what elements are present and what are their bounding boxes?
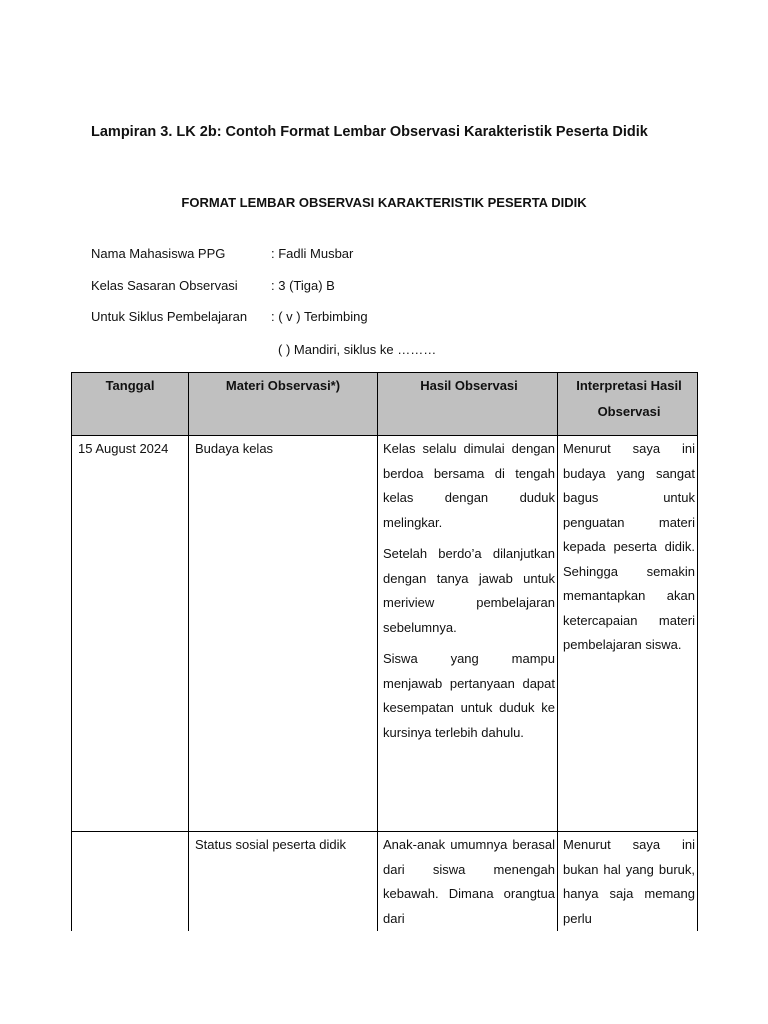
- class-label: Kelas Sasaran Observasi: [91, 278, 238, 293]
- page-title: Lampiran 3. LK 2b: Contoh Format Lembar Observasi Karakteristik Peserta Didik: [91, 124, 648, 140]
- header-date: Tanggal: [72, 373, 189, 436]
- observation-table: [71, 372, 698, 931]
- table-row: [72, 832, 698, 932]
- result-paragraph: Siswa yang mampu menjawab pertanyaan dapat kesempatan untuk duduk ke kursinya terlebih dahulu.: [383, 651, 555, 740]
- cycle-value-independent: ( ) Mandiri, siklus ke ………: [278, 342, 437, 357]
- cycle-value-guided: : ( v ) Terbimbing: [271, 309, 368, 324]
- cycle-label: Untuk Siklus Pembelajaran: [91, 309, 248, 324]
- row-result: [378, 436, 558, 832]
- header-material: Materi Observasi*): [189, 373, 378, 436]
- row-material: Budaya kelas: [189, 436, 378, 832]
- row-result: [378, 832, 558, 932]
- result-paragraph: Kelas selalu dimulai dengan berdoa bersama di tengah kelas dengan duduk melingkar.: [383, 441, 555, 530]
- header-interpretation: Interpretasi Hasil Observasi: [558, 373, 698, 436]
- row-material: Status sosial peserta didik: [189, 832, 378, 932]
- table-row: [72, 436, 698, 832]
- row-date: 15 August 2024: [72, 436, 189, 832]
- row-interpretation: Menurut saya ini budaya yang sangat bagus untuk penguatan materi kepada peserta didik. Sehingga semakin memantapkan akan ketercapaian materi pembelajaran siswa.: [558, 436, 698, 832]
- row-date: [72, 832, 189, 932]
- form-heading: FORMAT LEMBAR OBSERVASI KARAKTERISTIK PESERTA DIDIK: [181, 195, 587, 210]
- class-value: : 3 (Tiga) B: [271, 278, 335, 293]
- row-interpretation: Menurut saya ini bukan hal yang buruk, hanya saja memang perlu: [558, 832, 698, 932]
- student-name-value: : Fadli Musbar: [271, 246, 354, 261]
- header-result: Hasil Observasi: [378, 373, 558, 436]
- result-paragraph: Anak-anak umumnya berasal dari siswa menengah kebawah. Dimana orangtua dari: [383, 837, 555, 926]
- result-paragraph: Setelah berdo’a dilanjutkan dengan tanya jawab untuk meriview pembelajaran sebelumnya.: [383, 546, 555, 635]
- student-name-label: Nama Mahasiswa PPG: [91, 246, 226, 261]
- table-header-row: [72, 373, 698, 436]
